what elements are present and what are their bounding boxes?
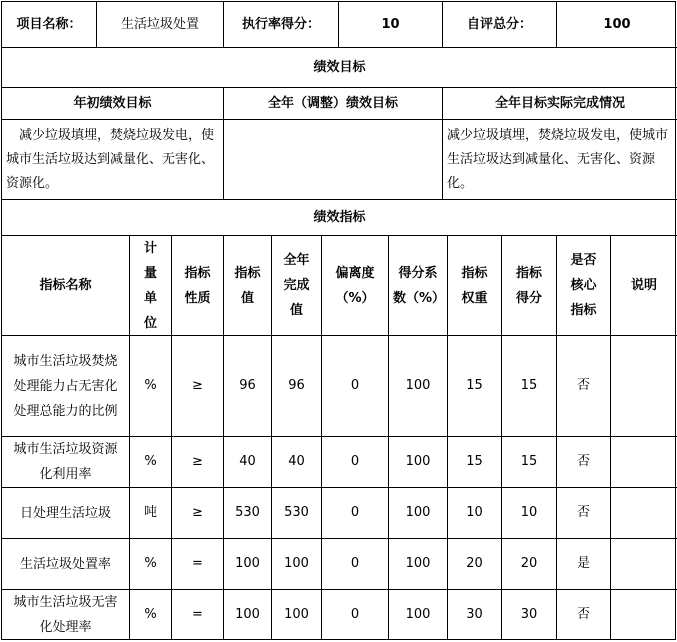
indicator-core: 否 — [557, 437, 611, 488]
hdr-score: 指标得分 — [502, 236, 557, 336]
goals-header-row — [2, 88, 675, 120]
table-row — [2, 539, 675, 590]
indicator-target: 100 — [224, 590, 272, 639]
project-value: 生活垃圾处置 — [97, 2, 224, 48]
hdr-note: 说明 — [611, 236, 677, 336]
indicator-core: 否 — [557, 488, 611, 539]
indicator-deviation: 0 — [322, 590, 389, 639]
table-row — [2, 336, 675, 437]
indicator-target: 100 — [224, 539, 272, 590]
indicator-nature: = — [172, 539, 224, 590]
indicator-note — [611, 539, 677, 590]
exec-rate-label: 执行率得分： — [224, 2, 339, 48]
indicator-name: 城市生活垃圾资源化利用率 — [2, 437, 130, 488]
indicator-score: 15 — [502, 437, 557, 488]
indicator-nature: = — [172, 590, 224, 639]
indicator-deviation: 0 — [322, 437, 389, 488]
indicator-coef: 100 — [389, 336, 448, 437]
self-score-value: 100 — [557, 2, 677, 48]
indicator-nature: ≥ — [172, 488, 224, 539]
indicator-note — [611, 437, 677, 488]
hdr-core: 是否核心指标 — [557, 236, 611, 336]
goals-col-initial: 年初绩效目标 — [2, 88, 224, 120]
hdr-done: 全年完成值 — [272, 236, 322, 336]
indicator-unit: % — [130, 539, 172, 590]
indicator-core: 否 — [557, 590, 611, 639]
indicator-deviation: 0 — [322, 539, 389, 590]
indicator-score: 15 — [502, 336, 557, 437]
indicator-core: 否 — [557, 336, 611, 437]
goals-adjusted-text — [224, 120, 443, 200]
indicators-title-row — [2, 200, 675, 236]
indicator-coef: 100 — [389, 488, 448, 539]
indicator-core: 是 — [557, 539, 611, 590]
indicator-weight: 15 — [448, 437, 502, 488]
goals-actual-text: 减少垃圾填埋，焚烧垃圾发电，使城市生活垃圾达到减量化、无害化、资源化。 — [443, 120, 677, 200]
performance-table — [1, 1, 676, 640]
indicator-deviation: 0 — [322, 488, 389, 539]
indicator-name: 生活垃圾处置率 — [2, 539, 130, 590]
exec-rate-value: 10 — [339, 2, 443, 48]
goals-section-title: 绩效目标 — [2, 48, 677, 88]
indicator-coef: 100 — [389, 437, 448, 488]
indicator-coef: 100 — [389, 539, 448, 590]
indicator-unit: % — [130, 590, 172, 639]
indicator-done: 96 — [272, 336, 322, 437]
goals-content-row — [2, 120, 675, 200]
indicator-weight: 10 — [448, 488, 502, 539]
hdr-target: 指标值 — [224, 236, 272, 336]
goals-col-adjusted: 全年（调整）绩效目标 — [224, 88, 443, 120]
project-label: 项目名称： — [2, 2, 97, 48]
indicator-weight: 30 — [448, 590, 502, 639]
indicator-done: 40 — [272, 437, 322, 488]
indicator-done: 100 — [272, 590, 322, 639]
indicator-unit: % — [130, 437, 172, 488]
indicator-target: 530 — [224, 488, 272, 539]
indicator-nature: ≥ — [172, 437, 224, 488]
indicator-name: 城市生活垃圾焚烧处理能力占无害化处理总能力的比例 — [2, 336, 130, 437]
hdr-coef: 得分系数（%） — [389, 236, 448, 336]
indicators-section-title: 绩效指标 — [2, 200, 677, 236]
indicator-coef: 100 — [389, 590, 448, 639]
indicator-weight: 15 — [448, 336, 502, 437]
indicator-note — [611, 336, 677, 437]
table-row — [2, 437, 675, 488]
goals-title-row — [2, 48, 675, 88]
indicator-unit: 吨 — [130, 488, 172, 539]
hdr-weight: 指标权重 — [448, 236, 502, 336]
hdr-deviation: 偏离度（%） — [322, 236, 389, 336]
hdr-name: 指标名称 — [2, 236, 130, 336]
table-row — [2, 590, 675, 639]
indicator-target: 96 — [224, 336, 272, 437]
summary-row — [2, 2, 675, 48]
indicators-header-row — [2, 236, 675, 336]
indicator-unit: % — [130, 336, 172, 437]
indicator-weight: 20 — [448, 539, 502, 590]
indicator-done: 530 — [272, 488, 322, 539]
indicator-nature: ≥ — [172, 336, 224, 437]
indicator-score: 20 — [502, 539, 557, 590]
indicator-name: 日处理生活垃圾 — [2, 488, 130, 539]
table-row — [2, 488, 675, 539]
indicator-name: 城市生活垃圾无害化处理率 — [2, 590, 130, 639]
hdr-unit: 计量单位 — [130, 236, 172, 336]
indicator-deviation: 0 — [322, 336, 389, 437]
goals-col-actual: 全年目标实际完成情况 — [443, 88, 677, 120]
self-score-label: 自评总分： — [443, 2, 557, 48]
indicator-note — [611, 590, 677, 639]
indicator-target: 40 — [224, 437, 272, 488]
indicator-score: 30 — [502, 590, 557, 639]
indicator-score: 10 — [502, 488, 557, 539]
hdr-nature: 指标性质 — [172, 236, 224, 336]
indicator-done: 100 — [272, 539, 322, 590]
indicator-note — [611, 488, 677, 539]
goals-initial-text: 减少垃圾填埋，焚烧垃圾发电，使城市生活垃圾达到减量化、无害化、资源化。 — [2, 120, 224, 200]
